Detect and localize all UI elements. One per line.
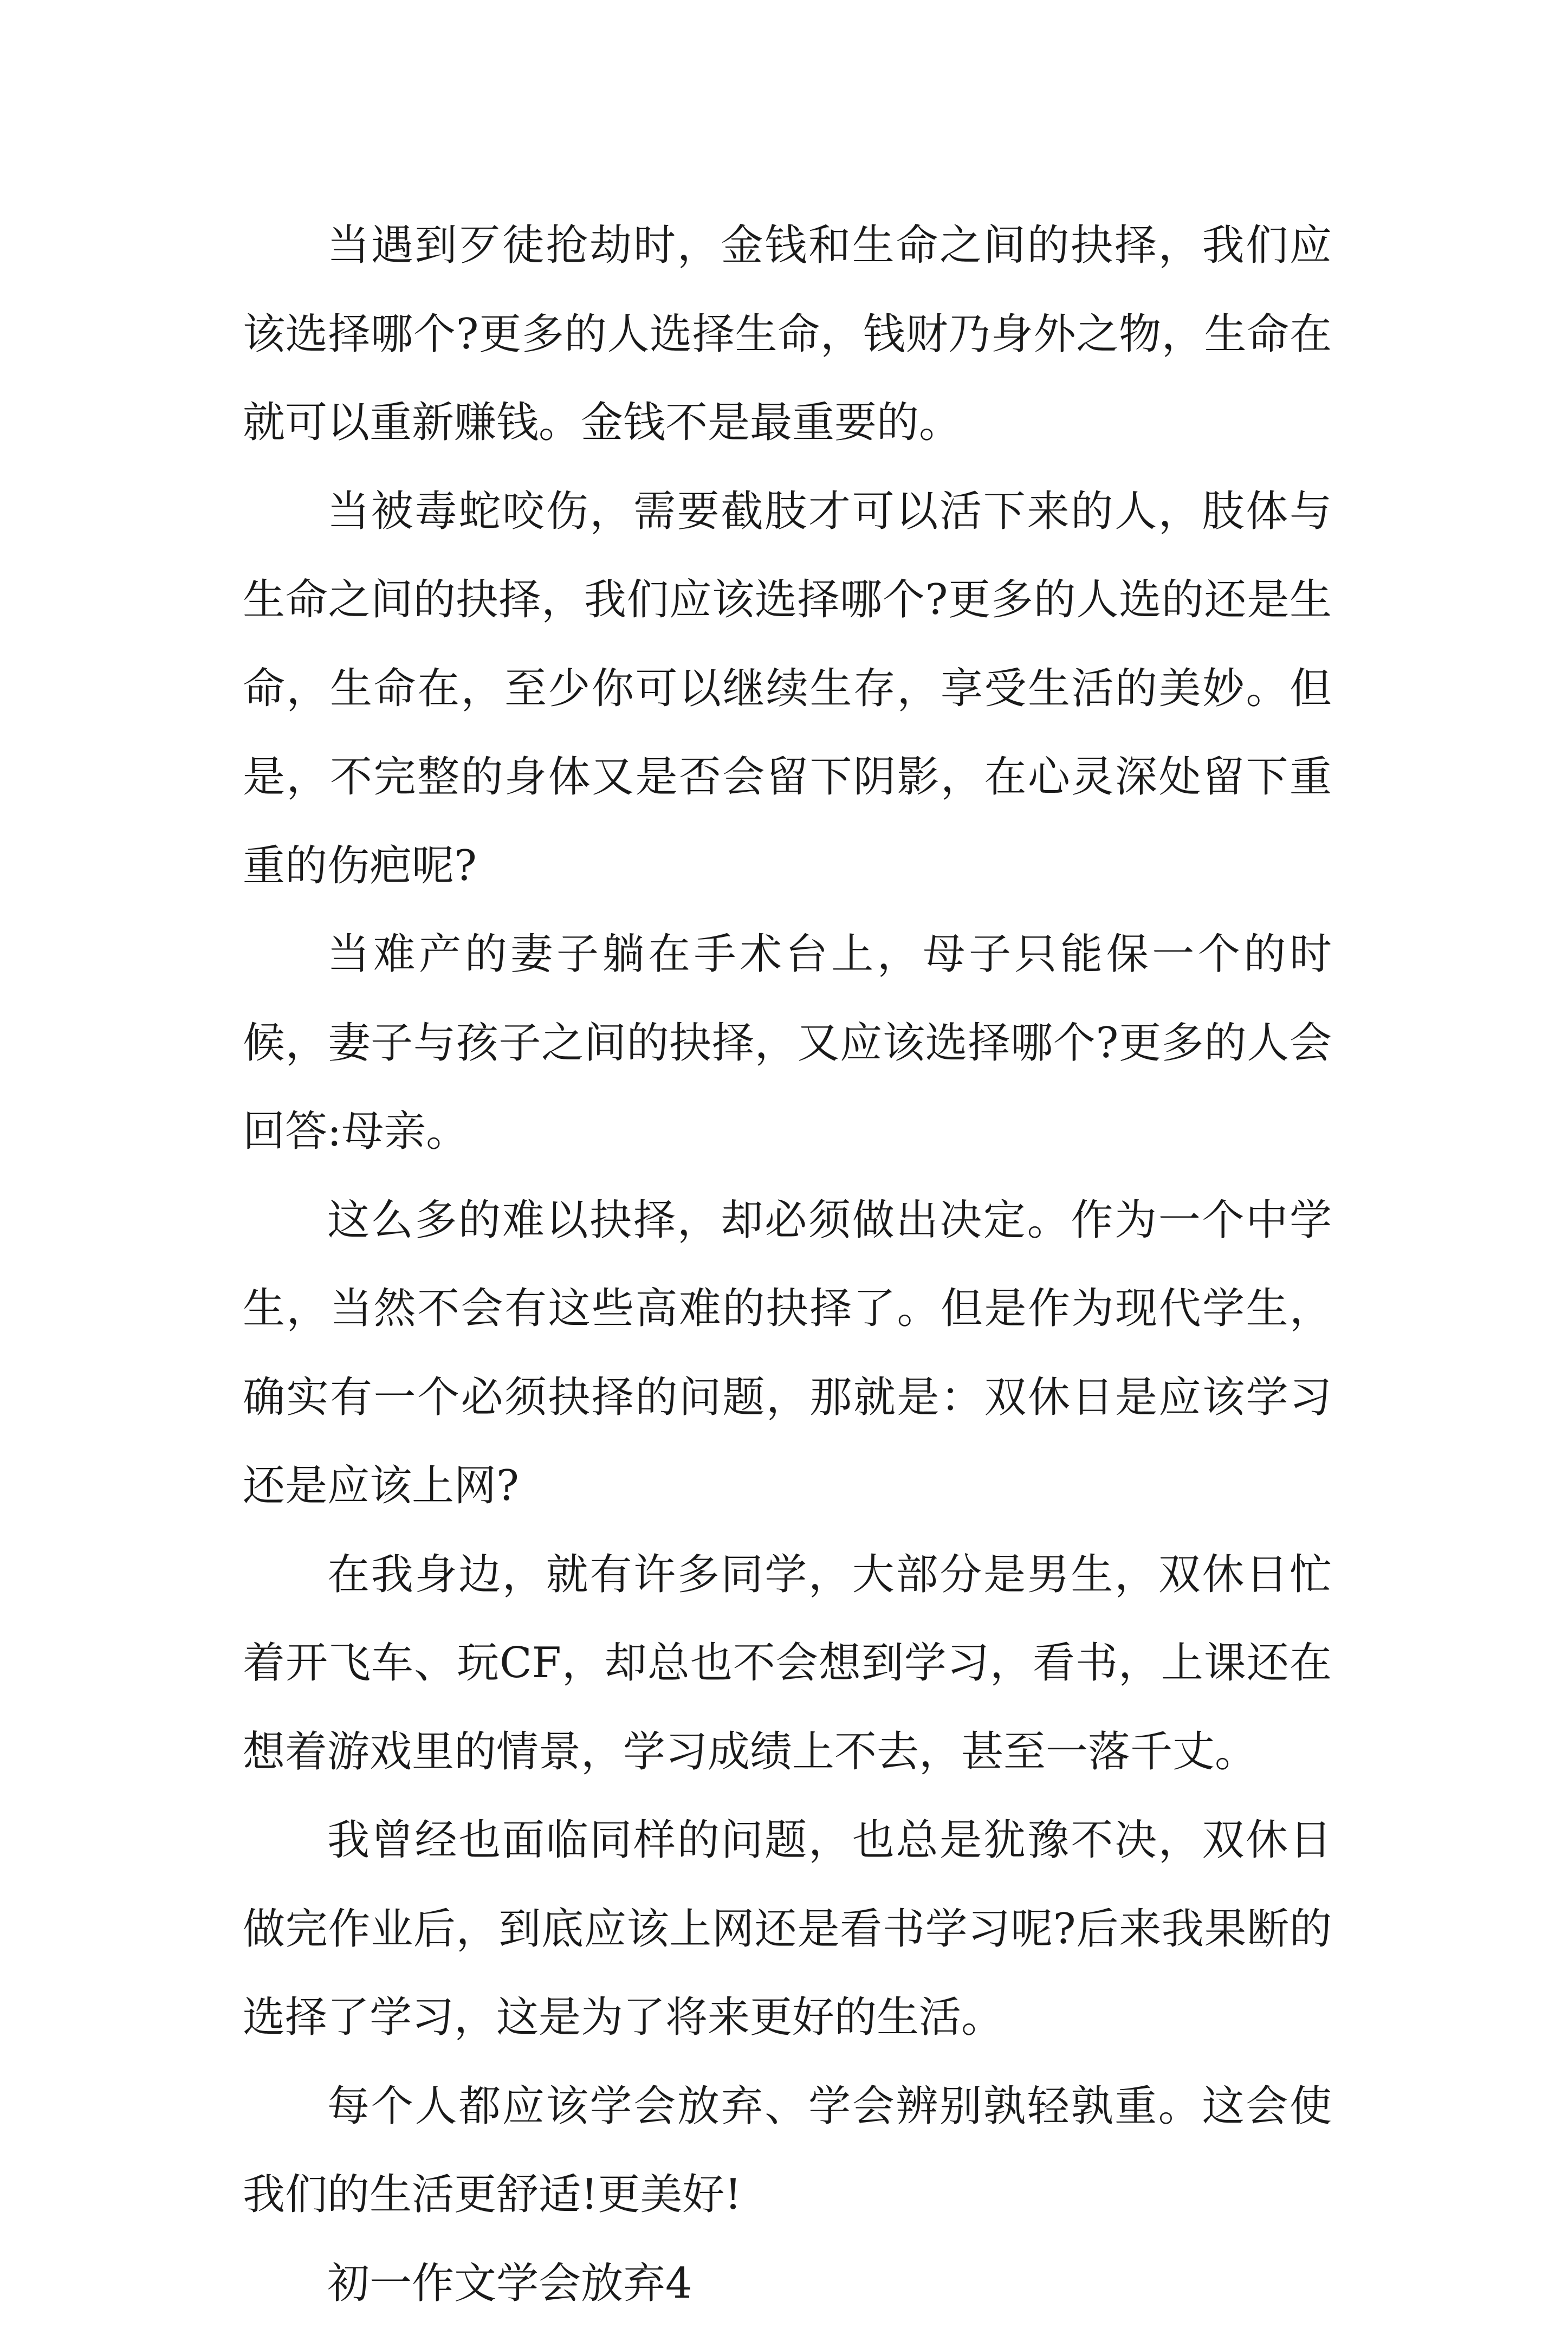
paragraph: 当难产的妻子躺在手术台上，母子只能保一个的时候，妻子与孩子之间的抉择，又应该选择哪个?更多的人会回答:母亲。 (243, 910, 1332, 1176)
section-heading: 初一作文学会放弃4 (243, 2240, 1332, 2328)
paragraph: 我曾经也面临同样的问题，也总是犹豫不决，双休日做完作业后，到底应该上网还是看书学习呢?后来我果断的选择了学习，这是为了将来更好的生活。 (243, 1796, 1332, 2062)
document-body (243, 202, 1332, 2328)
paragraph: 每个人都应该学会放弃、学会辨别孰轻孰重。这会使我们的生活更舒适!更美好! (243, 2062, 1332, 2240)
paragraph: 这么多的难以抉择，却必须做出决定。作为一个中学生，当然不会有这些高难的抉择了。但是作为现代学生，确实有一个必须抉择的问题，那就是：双休日是应该学习还是应该上网? (243, 1176, 1332, 1531)
paragraph: 在我身边，就有许多同学，大部分是男生，双休日忙着开飞车、玩CF，却总也不会想到学习，看书，上课还在想着游戏里的情景，学习成绩上不去，甚至一落千丈。 (243, 1531, 1332, 1797)
paragraph: 当遇到歹徒抢劫时，金钱和生命之间的抉择，我们应该选择哪个?更多的人选择生命，钱财乃身外之物，生命在就可以重新赚钱。金钱不是最重要的。 (243, 202, 1332, 468)
paragraph: 当被毒蛇咬伤，需要截肢才可以活下来的人，肢体与生命之间的抉择，我们应该选择哪个?更多的人选的还是生命，生命在，至少你可以继续生存，享受生活的美妙。但是，不完整的身体又是否会留下阴影，在心灵深处留下重重的伤疤呢? (243, 468, 1332, 911)
